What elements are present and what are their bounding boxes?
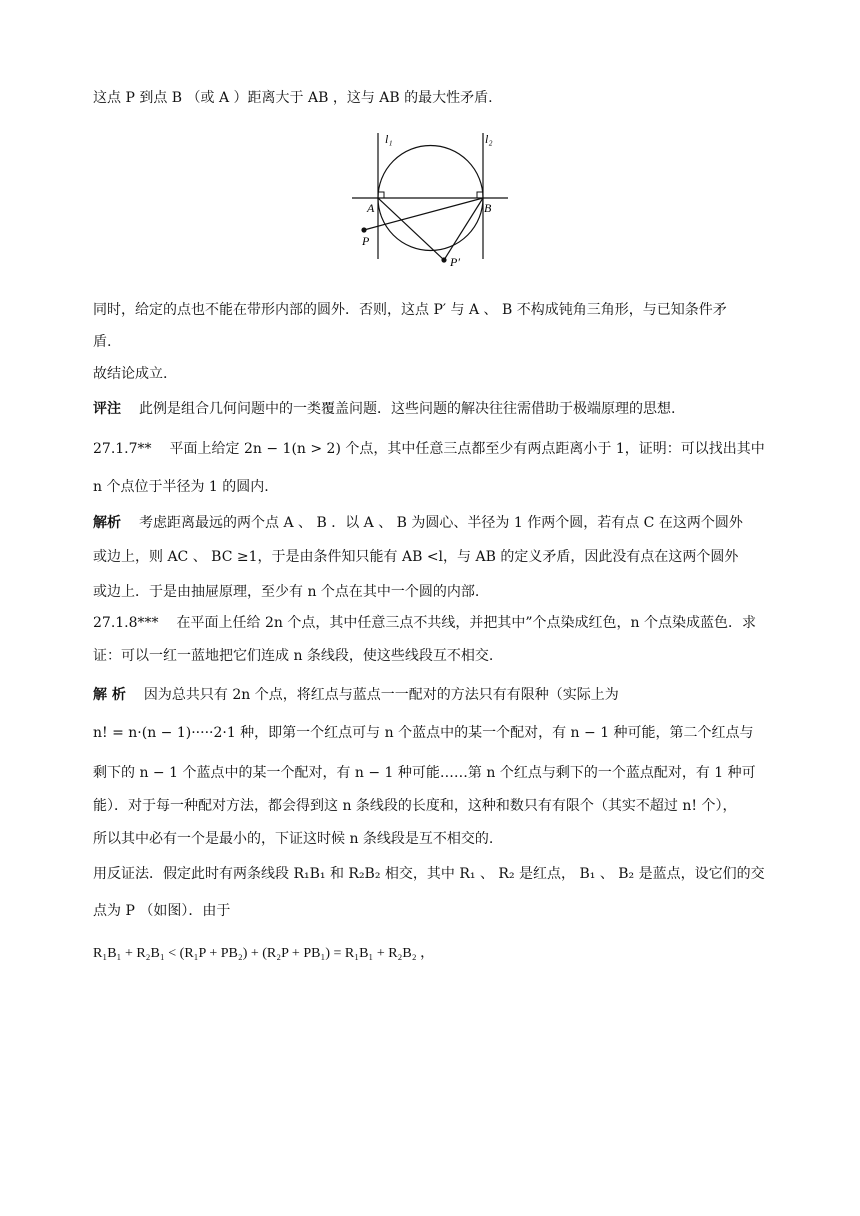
paragraph-line: 或边上．于是由抽屉原理，至少有 n 个点在其中一个圆的内部.: [93, 584, 480, 600]
paragraph-line: 点为 P （如图）．由于: [93, 903, 231, 919]
solution-text: 因为总共只有 2n 个点，将红点与蓝点一一配对的方法只有有限种（实际上为: [143, 687, 619, 703]
paragraph-line: 剩下的 n − 1 个蓝点中的某一个配对，有 n − 1 种可能……第 n 个红点与剩下的一个蓝点配对，有 1 种可: [93, 765, 756, 781]
comment-line: [93, 399, 783, 419]
comment-label: 评注: [93, 401, 121, 417]
solution-label: 解析: [93, 515, 121, 531]
problem-number: 27.1.7**: [93, 441, 152, 457]
paragraph-line: n 个点位于半径为 1 的圆内.: [93, 479, 269, 495]
point-p: [361, 227, 366, 232]
solution-line: [93, 685, 783, 705]
paragraph-line: 用反证法．假定此时有两条线段 R₁B₁ 和 R₂B₂ 相交，其中 R₁ 、 R₂ 是红点， B₁ 、 B₂ 是蓝点，设它们的交: [93, 866, 765, 882]
paragraph-line: 能）．对于每一种配对方法，都会得到这 n 条线段的长度和，这种和数只有有限个（其实不超过 n! 个），: [93, 798, 737, 814]
paragraph-line: 这点 P 到点 B （或 A ）距离大于 AB ，这与 AB 的最大性矛盾.: [93, 90, 493, 106]
label-l1: l₁: [385, 132, 393, 146]
paragraph-line: 证：可以一红一蓝地把它们连成 n 条线段，使这些线段互不相交.: [93, 648, 494, 664]
paragraph-line: n! = n·(n − 1)·····2·1 种，即第一个红点可与 n 个蓝点中的某一个配对，有 n − 1 种可能，第二个红点与: [93, 725, 754, 741]
label-l2: l₂: [485, 132, 493, 146]
solution-label: 解 析: [93, 687, 126, 703]
problem-line: [93, 439, 783, 459]
label-b: B: [484, 201, 492, 215]
problem-text: 在平面上任给 2n 个点，其中任意三点不共线，并把其中”个点染成红色，n 个点染成蓝色．求: [176, 615, 756, 631]
paragraph-line: 盾.: [93, 334, 112, 350]
right-angle-mark-b: [477, 192, 483, 198]
solution-line: [93, 513, 783, 533]
problem-number: 27.1.8***: [93, 615, 159, 631]
label-p: P: [362, 234, 370, 248]
geometry-figure: [340, 125, 520, 270]
comment-text: 此例是组合几何问题中的一类覆盖问题．这些问题的解决往往需借助于极端原理的思想.: [139, 401, 676, 417]
solution-text: 考虑距离最远的两个点 A 、 B ．以 A 、 B 为圆心、半径为 1 作两个圆，若有点 C 在这两个圆外: [139, 515, 743, 531]
label-a: A: [367, 201, 375, 215]
segment-bp: [364, 198, 483, 230]
right-angle-mark-a: [378, 192, 384, 198]
point-p-prime: [441, 257, 446, 262]
paragraph-line: 或边上，则 AC 、 BC ≥1，于是由条件知只能有 AB <l，与 AB 的定义矛盾，因此没有点在这两个圆外: [93, 549, 739, 565]
label-p-prime: P′: [450, 255, 460, 269]
paragraph-line: 故结论成立.: [93, 366, 168, 382]
paragraph-line: 同时，给定的点也不能在带形内部的圆外．否则，这点 P′ 与 A 、 B 不构成钝角三角形，与已知条件矛: [93, 302, 727, 318]
problem-text: 平面上给定 2n − 1(n > 2) 个点，其中任意三点都至少有两点距离小于 1，证明：可以找出其中: [169, 441, 765, 457]
paragraph-line: 所以其中必有一个是最小的，下证这时候 n 条线段是互不相交的.: [93, 831, 494, 847]
equation-line: R₁B₁ + R₂B₁ < (R₁P + PB₂) + (R₂P + PB₁) = R₁B₁ + R₂B₂ ，: [93, 946, 435, 961]
problem-line: [93, 613, 783, 633]
